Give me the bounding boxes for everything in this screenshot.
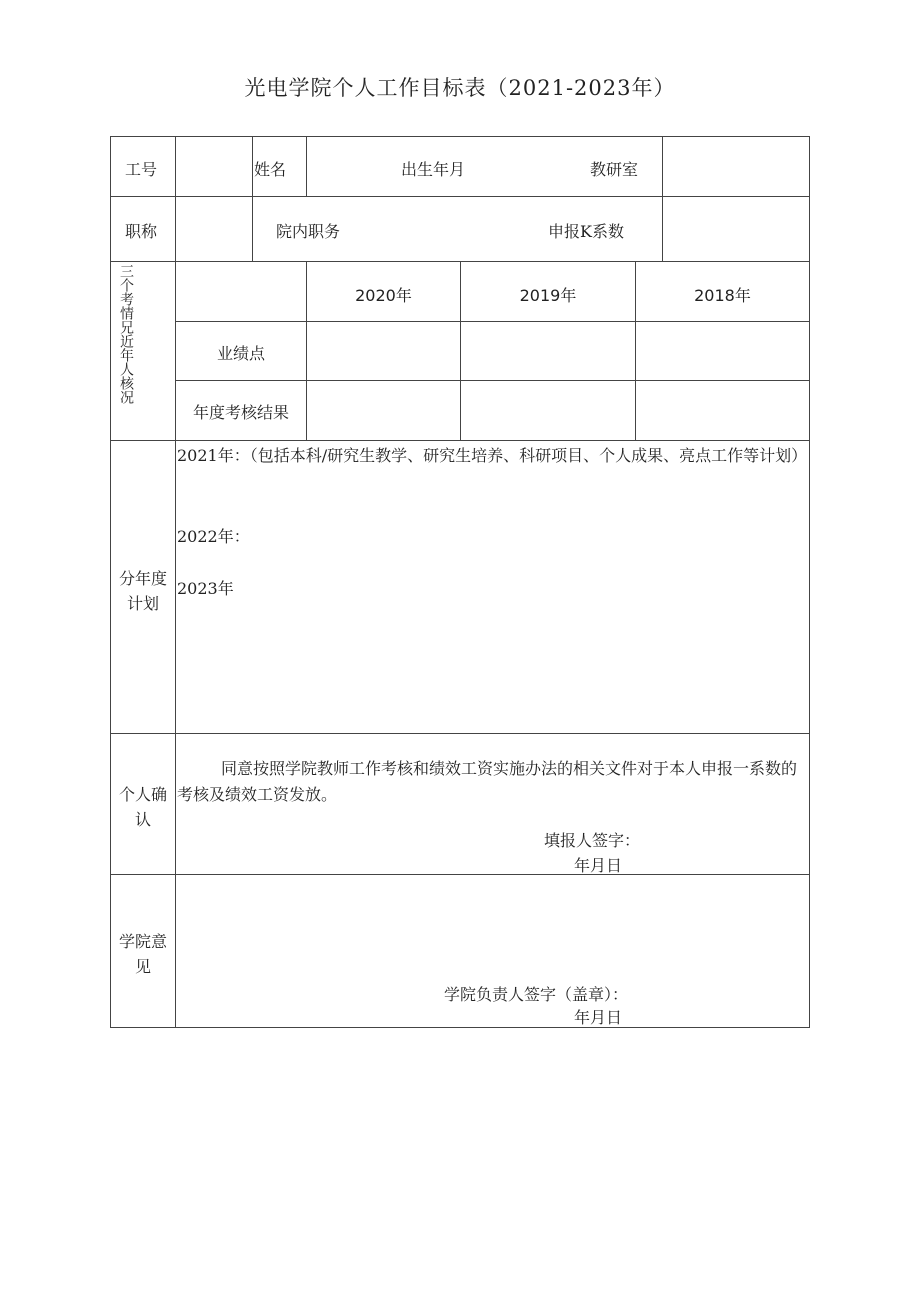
- department-field[interactable]: [663, 137, 809, 196]
- applicant-signature-label[interactable]: 填报人签字：: [544, 831, 641, 850]
- performance-points-2019-field[interactable]: [461, 322, 635, 380]
- college-opinion-label: [111, 929, 175, 979]
- performance-points-label: 业绩点: [216, 344, 265, 363]
- k-factor-label: 申报K系数: [548, 222, 624, 241]
- k-factor-field[interactable]: [663, 197, 809, 261]
- row-divider: [110, 733, 810, 734]
- year-header-2020: 2020年: [355, 286, 412, 305]
- table-border-right: [809, 136, 810, 1028]
- college-date-label[interactable]: 年月日: [574, 1008, 623, 1027]
- annual-plan-label: [111, 566, 175, 616]
- employee-id-label: 工号: [125, 160, 158, 179]
- page-title: 光电学院个人工作目标表（2021-2023年）: [244, 76, 676, 100]
- college-opinion-field[interactable]: [176, 875, 809, 975]
- college-opinion-label-line1: 学院意: [118, 932, 167, 951]
- row-divider: [110, 440, 810, 441]
- performance-points-2018-field[interactable]: [636, 322, 809, 380]
- personal-confirmation-label-line1: 个人确: [118, 785, 167, 804]
- table-border-bottom: [110, 1027, 810, 1028]
- year-header-2019: 2019年: [519, 286, 577, 305]
- assessment-section-label: 三个考情兄近年人核况: [118, 264, 134, 404]
- annual-plan-label-line2: 计划: [126, 594, 159, 613]
- annual-assessment-2018-field[interactable]: [636, 381, 809, 440]
- name-field[interactable]: [307, 137, 397, 196]
- college-head-signature-label[interactable]: 学院负责人签字（盖章）：: [444, 985, 629, 1004]
- birth-date-label: 出生年月: [401, 160, 466, 179]
- year-header-2018: 2018年: [694, 286, 751, 305]
- annual-assessment-2020-field[interactable]: [307, 381, 460, 440]
- birth-date-field[interactable]: [475, 137, 585, 196]
- plan-2022-text[interactable]: 2022年：: [177, 527, 250, 546]
- internal-position-field[interactable]: [360, 197, 540, 261]
- annual-assessment-2019-field[interactable]: [461, 381, 635, 440]
- department-label: 教研室: [590, 160, 639, 179]
- confirmation-statement: 同意按照学院教师工作考核和绩效工资实施办法的相关文件对于本人申报一系数的考核及绩效工资发放。: [177, 759, 798, 804]
- annual-plan-label-line1: 分年度: [118, 569, 167, 588]
- job-title-label: 职称: [125, 222, 158, 241]
- internal-position-label: 院内职务: [276, 222, 341, 241]
- annual-assessment-label: 年度考核结果: [192, 403, 289, 422]
- plan-2021-text[interactable]: 2021年：（包括本科/研究生教学、研究生培养、科研项目、个人成果、亮点工作等计划）: [177, 446, 808, 465]
- column-divider: [252, 136, 253, 261]
- applicant-date-label[interactable]: 年月日: [574, 856, 623, 875]
- name-label: 姓名: [254, 160, 287, 179]
- performance-points-2020-field[interactable]: [307, 322, 460, 380]
- employee-id-field[interactable]: [176, 137, 252, 196]
- college-opinion-label-line2: 见: [134, 957, 151, 976]
- plan-2023-text[interactable]: 2023年: [177, 579, 234, 598]
- personal-confirmation-label-line2: 认: [134, 810, 151, 829]
- personal-confirmation-label: [111, 782, 175, 832]
- job-title-field[interactable]: [176, 197, 252, 261]
